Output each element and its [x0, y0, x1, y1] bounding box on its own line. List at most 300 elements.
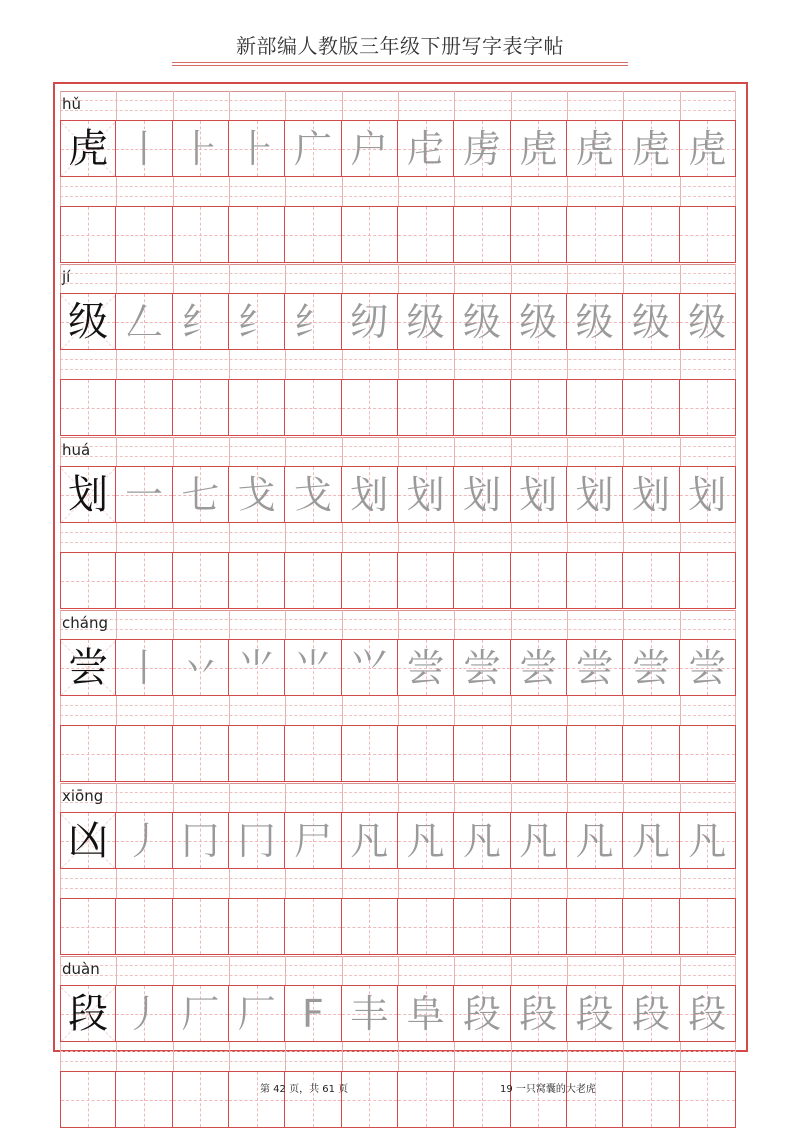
vertical-guide: [88, 899, 89, 954]
writing-cell[interactable]: [115, 985, 172, 1042]
writing-cell[interactable]: [679, 379, 736, 436]
vertical-guide: [369, 553, 370, 608]
pinyin-column-line: [567, 956, 568, 985]
stroke-step-character: 七: [181, 472, 220, 517]
writing-cell[interactable]: [228, 812, 285, 869]
stroke-step-character: 阜: [406, 991, 445, 1036]
pinyin-column-line: [511, 91, 512, 120]
writing-cell[interactable]: [172, 639, 229, 696]
writing-cell[interactable]: [284, 206, 341, 263]
pinyin-column-line: [285, 350, 286, 379]
writing-cell[interactable]: [566, 206, 623, 263]
practice-grid: [60, 91, 736, 1129]
writing-cell[interactable]: [566, 379, 623, 436]
writing-cell[interactable]: [453, 379, 510, 436]
writing-cell[interactable]: [510, 120, 567, 177]
stroke-order-row: [60, 985, 736, 1042]
vertical-guide: [369, 380, 370, 435]
writing-cell[interactable]: [566, 898, 623, 955]
writing-cell[interactable]: [284, 552, 341, 609]
pinyin-column-line: [285, 91, 286, 120]
writing-cell[interactable]: [341, 466, 398, 523]
vertical-guide: [651, 207, 652, 262]
writing-cell[interactable]: [510, 552, 567, 609]
writing-cell[interactable]: [341, 379, 398, 436]
pinyin-practice-row: [60, 177, 736, 206]
vertical-guide: [369, 207, 370, 262]
stroke-step-character: 凡: [462, 818, 501, 863]
writing-cell[interactable]: [566, 985, 623, 1042]
pinyin-column-line: [735, 177, 736, 206]
writing-cell[interactable]: [566, 639, 623, 696]
writing-cell[interactable]: [622, 466, 679, 523]
writing-cell[interactable]: [115, 552, 172, 609]
writing-cell[interactable]: [341, 812, 398, 869]
model-character-cell[interactable]: [60, 293, 116, 350]
pinyin-column-line: [623, 350, 624, 379]
pinyin-column-line: [511, 610, 512, 639]
writing-cell[interactable]: [679, 293, 736, 350]
vertical-guide: [426, 899, 427, 954]
writing-cell[interactable]: [679, 725, 736, 782]
stroke-step-character: 划: [519, 472, 558, 517]
writing-cell[interactable]: [397, 985, 454, 1042]
writing-cell[interactable]: [397, 1071, 454, 1128]
stroke-step-character: 凡: [631, 818, 670, 863]
writing-cell[interactable]: [679, 639, 736, 696]
stroke-step-character: 段: [519, 991, 558, 1036]
writing-cell[interactable]: [566, 120, 623, 177]
pinyin-column-line: [567, 523, 568, 552]
model-character-cell[interactable]: [60, 639, 116, 696]
writing-cell[interactable]: [453, 725, 510, 782]
writing-cell[interactable]: [172, 1071, 229, 1128]
writing-cell[interactable]: [60, 898, 116, 955]
writing-cell[interactable]: [60, 725, 116, 782]
pinyin-column-line: [680, 956, 681, 985]
model-character: 级: [68, 298, 109, 345]
model-character-cell[interactable]: [60, 466, 116, 523]
pinyin-column-line: [623, 610, 624, 639]
writing-cell[interactable]: [453, 293, 510, 350]
pinyin-column-line: [229, 264, 230, 293]
vertical-guide: [651, 1072, 652, 1127]
writing-cell[interactable]: [60, 206, 116, 263]
vertical-guide: [144, 1072, 145, 1127]
writing-cell[interactable]: [60, 552, 116, 609]
practice-row: [60, 1071, 736, 1128]
practice-row: [60, 552, 736, 609]
writing-cell[interactable]: [510, 985, 567, 1042]
pinyin-column-line: [623, 523, 624, 552]
pinyin-column-line: [60, 1042, 61, 1071]
writing-cell[interactable]: [510, 898, 567, 955]
stroke-step-character: 虎: [519, 126, 558, 171]
writing-cell[interactable]: [284, 639, 341, 696]
writing-cell[interactable]: [228, 985, 285, 1042]
stroke-step-character: 冂: [181, 818, 220, 863]
writing-cell[interactable]: [284, 812, 341, 869]
writing-cell[interactable]: [679, 466, 736, 523]
pinyin-column-line: [511, 956, 512, 985]
writing-cell[interactable]: [172, 120, 229, 177]
writing-cell[interactable]: [622, 552, 679, 609]
writing-cell[interactable]: [453, 985, 510, 1042]
pinyin-row: [60, 783, 736, 812]
vertical-guide: [88, 726, 89, 781]
writing-cell[interactable]: [341, 552, 398, 609]
vertical-guide: [88, 1072, 89, 1127]
writing-cell[interactable]: [679, 552, 736, 609]
writing-cell[interactable]: [115, 466, 172, 523]
pinyin-column-line: [60, 350, 61, 379]
pinyin-column-line: [680, 91, 681, 120]
writing-cell[interactable]: [453, 639, 510, 696]
pinyin-column-line: [735, 264, 736, 293]
writing-cell[interactable]: [453, 552, 510, 609]
writing-cell[interactable]: [510, 206, 567, 263]
writing-cell[interactable]: [341, 898, 398, 955]
pinyin-column-line: [511, 264, 512, 293]
pinyin-column-line: [60, 91, 61, 120]
writing-cell[interactable]: [679, 812, 736, 869]
writing-cell[interactable]: [566, 466, 623, 523]
vertical-guide: [707, 380, 708, 435]
writing-cell[interactable]: [510, 466, 567, 523]
vertical-guide: [538, 899, 539, 954]
writing-cell[interactable]: [228, 725, 285, 782]
pinyin-column-line: [398, 783, 399, 812]
writing-cell[interactable]: [284, 293, 341, 350]
writing-cell[interactable]: [453, 812, 510, 869]
vertical-guide: [200, 207, 201, 262]
pinyin-column-line: [680, 869, 681, 898]
writing-cell[interactable]: [172, 552, 229, 609]
writing-cell[interactable]: [341, 639, 398, 696]
pinyin-column-line: [454, 696, 455, 725]
vertical-guide: [426, 380, 427, 435]
vertical-guide: [707, 1072, 708, 1127]
pinyin-column-line: [454, 177, 455, 206]
title-underline: [172, 62, 628, 63]
vertical-guide: [482, 207, 483, 262]
practice-row: [60, 898, 736, 955]
pinyin-column-line: [229, 783, 230, 812]
writing-cell[interactable]: [115, 1071, 172, 1128]
writing-cell[interactable]: [60, 379, 116, 436]
pinyin-column-line: [116, 523, 117, 552]
pinyin-column-line: [285, 1042, 286, 1071]
writing-cell[interactable]: [341, 206, 398, 263]
vertical-guide: [144, 726, 145, 781]
writing-cell[interactable]: [622, 206, 679, 263]
writing-cell[interactable]: [115, 120, 172, 177]
writing-cell[interactable]: [172, 812, 229, 869]
writing-cell[interactable]: [172, 206, 229, 263]
writing-cell[interactable]: [622, 725, 679, 782]
vertical-guide: [313, 726, 314, 781]
stroke-step-character: 丿: [124, 818, 163, 863]
pinyin-column-line: [454, 783, 455, 812]
stroke-step-character: 尸: [293, 818, 332, 863]
model-character-cell[interactable]: [60, 985, 116, 1042]
writing-cell[interactable]: [341, 293, 398, 350]
pinyin-column-line: [398, 1042, 399, 1071]
writing-cell[interactable]: [115, 639, 172, 696]
writing-cell[interactable]: [453, 466, 510, 523]
pinyin-column-line: [454, 523, 455, 552]
pinyin-column-line: [735, 91, 736, 120]
pinyin-column-line: [511, 696, 512, 725]
writing-cell[interactable]: [284, 898, 341, 955]
stroke-step-character: 级: [519, 299, 558, 344]
pinyin-label: huá: [62, 441, 91, 459]
pinyin-column-line: [229, 91, 230, 120]
stroke-step-character: 虎: [631, 126, 670, 171]
vertical-guide: [313, 207, 314, 262]
pinyin-column-line: [680, 523, 681, 552]
vertical-guide: [595, 207, 596, 262]
writing-cell[interactable]: [679, 985, 736, 1042]
writing-cell[interactable]: [397, 206, 454, 263]
writing-cell[interactable]: [622, 985, 679, 1042]
vertical-guide: [200, 1072, 201, 1127]
writing-cell[interactable]: [228, 639, 285, 696]
pinyin-column-line: [342, 869, 343, 898]
writing-cell[interactable]: [341, 725, 398, 782]
character-block: [60, 783, 736, 956]
stroke-step-character: 戈: [237, 472, 276, 517]
writing-cell[interactable]: [679, 120, 736, 177]
pinyin-column-line: [342, 956, 343, 985]
pinyin-column-line: [735, 869, 736, 898]
writing-cell[interactable]: [172, 898, 229, 955]
writing-cell[interactable]: [341, 120, 398, 177]
writing-cell[interactable]: [397, 725, 454, 782]
writing-cell[interactable]: [453, 120, 510, 177]
pinyin-label: hǔ: [62, 95, 82, 113]
writing-cell[interactable]: [397, 639, 454, 696]
writing-cell[interactable]: [228, 206, 285, 263]
writing-cell[interactable]: [172, 725, 229, 782]
writing-cell[interactable]: [622, 898, 679, 955]
writing-cell[interactable]: [622, 293, 679, 350]
vertical-guide: [369, 726, 370, 781]
writing-cell[interactable]: [115, 898, 172, 955]
writing-cell[interactable]: [397, 293, 454, 350]
pinyin-column-line: [173, 869, 174, 898]
writing-cell[interactable]: [510, 812, 567, 869]
writing-cell[interactable]: [397, 466, 454, 523]
writing-cell[interactable]: [228, 898, 285, 955]
writing-cell[interactable]: [622, 1071, 679, 1128]
model-character: 凶: [68, 817, 109, 864]
pinyin-column-line: [680, 610, 681, 639]
pinyin-column-line: [285, 783, 286, 812]
stroke-step-character: 划: [688, 472, 727, 517]
pinyin-column-line: [342, 437, 343, 466]
stroke-step-character: ⺌: [237, 645, 276, 690]
stroke-step-character: 纫: [350, 299, 389, 344]
writing-cell[interactable]: [115, 379, 172, 436]
writing-cell[interactable]: [115, 293, 172, 350]
stroke-step-character: F: [302, 991, 324, 1036]
writing-cell[interactable]: [622, 120, 679, 177]
pinyin-column-line: [116, 783, 117, 812]
pinyin-column-line: [454, 1042, 455, 1071]
stroke-step-character: 划: [631, 472, 670, 517]
pinyin-column-line: [173, 523, 174, 552]
stroke-step-character: 虎: [575, 126, 614, 171]
vertical-guide: [257, 1072, 258, 1127]
stroke-step-character: 丰: [350, 991, 389, 1036]
stroke-step-character: 冂: [237, 818, 276, 863]
pinyin-column-line: [173, 696, 174, 725]
pinyin-column-line: [116, 91, 117, 120]
writing-cell[interactable]: [284, 466, 341, 523]
vertical-guide: [482, 1072, 483, 1127]
writing-cell[interactable]: [284, 379, 341, 436]
character-block: [60, 91, 736, 264]
writing-cell[interactable]: [566, 725, 623, 782]
stroke-step-character: 纟: [181, 299, 220, 344]
stroke-step-character: 级: [575, 299, 614, 344]
model-character-cell[interactable]: [60, 120, 116, 177]
writing-cell[interactable]: [510, 725, 567, 782]
model-character-cell[interactable]: [60, 812, 116, 869]
vertical-guide: [88, 553, 89, 608]
character-block: [60, 437, 736, 610]
writing-cell[interactable]: [622, 639, 679, 696]
stroke-step-character: 厂: [181, 991, 220, 1036]
vertical-guide: [707, 899, 708, 954]
pinyin-column-line: [623, 1042, 624, 1071]
pinyin-column-line: [511, 437, 512, 466]
vertical-guide: [595, 553, 596, 608]
stroke-step-character: 级: [462, 299, 501, 344]
writing-cell[interactable]: [172, 379, 229, 436]
pinyin-column-line: [116, 1042, 117, 1071]
pinyin-column-line: [398, 350, 399, 379]
writing-cell[interactable]: [622, 812, 679, 869]
pinyin-column-line: [285, 696, 286, 725]
stroke-step-character: 划: [575, 472, 614, 517]
stroke-order-row: [60, 639, 736, 696]
pinyin-column-line: [735, 1042, 736, 1071]
stroke-step-character: 级: [406, 299, 445, 344]
writing-cell[interactable]: [228, 293, 285, 350]
pinyin-column-line: [735, 437, 736, 466]
pinyin-column-line: [567, 869, 568, 898]
pinyin-row: [60, 956, 736, 985]
writing-cell[interactable]: [172, 466, 229, 523]
stroke-step-character: 级: [688, 299, 727, 344]
writing-cell[interactable]: [397, 552, 454, 609]
writing-cell[interactable]: [341, 985, 398, 1042]
writing-cell[interactable]: [228, 552, 285, 609]
writing-cell[interactable]: [228, 466, 285, 523]
stroke-step-character: 丨: [124, 645, 163, 690]
pinyin-column-line: [511, 1042, 512, 1071]
vertical-guide: [313, 553, 314, 608]
vertical-guide: [88, 380, 89, 435]
pinyin-practice-row: [60, 523, 736, 552]
pinyin-column-line: [116, 350, 117, 379]
stroke-step-character: 尝: [462, 645, 501, 690]
writing-cell[interactable]: [397, 379, 454, 436]
vertical-guide: [651, 553, 652, 608]
vertical-guide: [144, 553, 145, 608]
pinyin-column-line: [342, 91, 343, 120]
pinyin-column-line: [454, 437, 455, 466]
writing-cell[interactable]: [284, 120, 341, 177]
pinyin-column-line: [60, 437, 61, 466]
writing-cell[interactable]: [510, 293, 567, 350]
writing-cell[interactable]: [284, 985, 341, 1042]
writing-cell[interactable]: [679, 206, 736, 263]
pinyin-column-line: [398, 177, 399, 206]
writing-cell[interactable]: [115, 812, 172, 869]
vertical-guide: [482, 726, 483, 781]
model-character: 段: [68, 990, 109, 1037]
writing-cell[interactable]: [453, 206, 510, 263]
pinyin-column-line: [398, 869, 399, 898]
pinyin-column-line: [229, 869, 230, 898]
stroke-step-character: 丿: [124, 991, 163, 1036]
writing-cell[interactable]: [622, 379, 679, 436]
writing-cell[interactable]: [115, 725, 172, 782]
writing-cell[interactable]: [510, 379, 567, 436]
writing-cell[interactable]: [397, 812, 454, 869]
pinyin-label: xiōng: [62, 787, 104, 805]
pinyin-column-line: [680, 437, 681, 466]
vertical-guide: [538, 207, 539, 262]
writing-cell[interactable]: [115, 206, 172, 263]
writing-cell[interactable]: [397, 120, 454, 177]
pinyin-column-line: [285, 610, 286, 639]
writing-cell[interactable]: [566, 293, 623, 350]
writing-cell[interactable]: [172, 985, 229, 1042]
stroke-step-character: 𠃋: [124, 299, 163, 344]
writing-cell[interactable]: [228, 379, 285, 436]
vertical-guide: [651, 380, 652, 435]
stroke-step-character: 级: [631, 299, 670, 344]
pinyin-column-line: [60, 783, 61, 812]
vertical-guide: [595, 726, 596, 781]
writing-cell[interactable]: [341, 1071, 398, 1128]
pinyin-column-line: [229, 1042, 230, 1071]
writing-cell[interactable]: [679, 898, 736, 955]
pinyin-column-line: [285, 523, 286, 552]
writing-cell[interactable]: [60, 1071, 116, 1128]
writing-cell[interactable]: [566, 552, 623, 609]
writing-cell[interactable]: [397, 898, 454, 955]
page-title: 新部编人教版三年级下册写字表字帖: [236, 34, 564, 58]
writing-cell[interactable]: [172, 293, 229, 350]
writing-cell[interactable]: [284, 725, 341, 782]
writing-cell[interactable]: [228, 120, 285, 177]
writing-cell[interactable]: [510, 639, 567, 696]
vertical-guide: [200, 726, 201, 781]
writing-cell[interactable]: [453, 898, 510, 955]
pinyin-column-line: [454, 350, 455, 379]
vertical-guide: [144, 380, 145, 435]
writing-cell[interactable]: [566, 812, 623, 869]
writing-cell[interactable]: [679, 1071, 736, 1128]
vertical-guide: [313, 380, 314, 435]
pinyin-practice-row: [60, 350, 736, 379]
vertical-guide: [538, 553, 539, 608]
